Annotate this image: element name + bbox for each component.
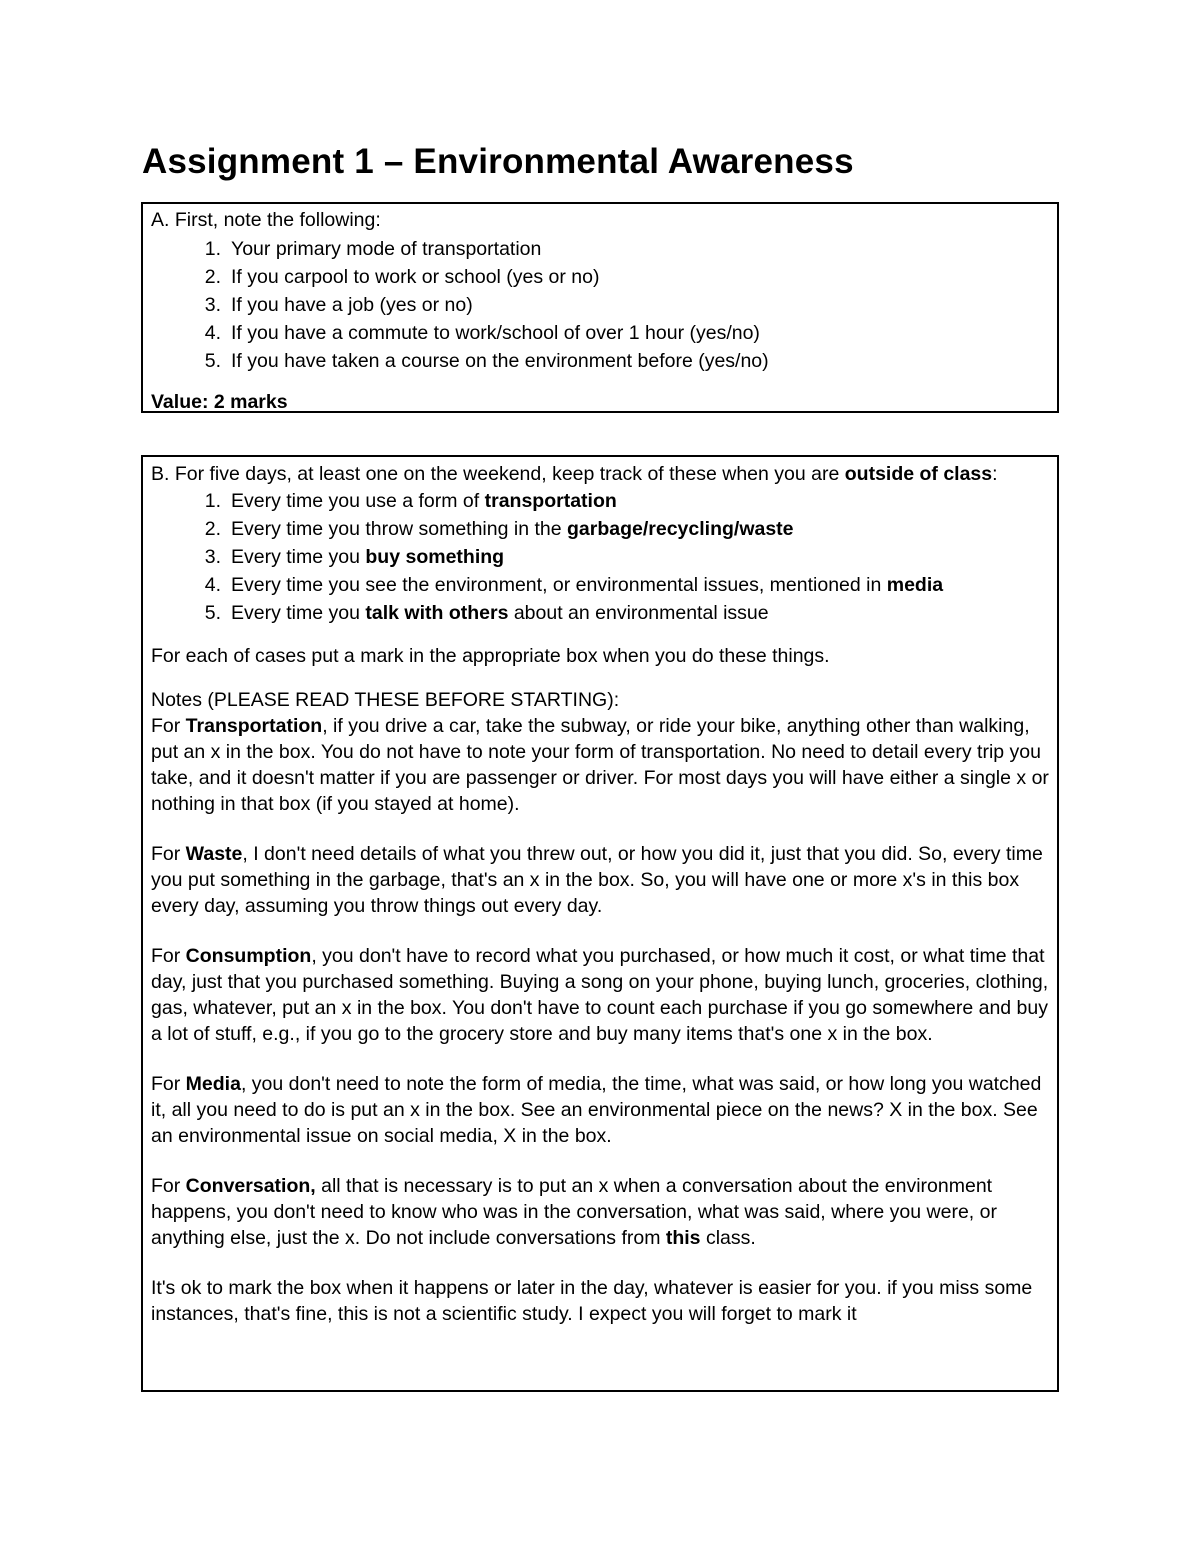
section-b-intro: B. For five days, at least one on the weekend, keep track of these when you are outside of class:	[151, 463, 998, 485]
note-waste: For Waste, I don't need details of what you threw out, or how you did it, just that you did. So, every time you put something in the garbage, that's an x in the box. So, you will have one or more x's in this box every day, assuming you throw things out every day.	[151, 843, 1043, 917]
list-item: 2. If you carpool to work or school (yes or no)	[204, 265, 600, 288]
note-media: For Media, you don't need to note the form of media, the time, what was said, or how long you watched it, all you need to do is put an x in the box. See an environmental piece on the news? X in the box. See an environmental issue on social media, X in the box.	[151, 1073, 1042, 1147]
list-item: 1. Every time you use a form of transportation	[204, 490, 617, 512]
section-b-box	[141, 455, 1059, 1392]
closing-paragraph: It's ok to mark the box when it happens or later in the day, whatever is easier for you. if you miss some instances, that's fine, this is not a scientific study. I expect you will forget to mark it	[151, 1277, 1033, 1325]
section-a-intro: A. First, note the following:	[151, 209, 381, 231]
list-item: 3. Every time you buy something	[204, 546, 505, 568]
list-item: 4. If you have a commute to work/school of over 1 hour (yes/no)	[204, 321, 760, 344]
section-b-list	[151, 487, 1049, 627]
list-item: 1. Your primary mode of transportation	[204, 237, 542, 260]
note-transportation: For Transportation, if you drive a car, take the subway, or ride your bike, anything other than walking, put an x in the box. You do not have to note your form of transportation. No need to detail every trip you take, and it doesn't matter if you are passenger or driver. For most days you will have either a single x or nothing in that box (if you stayed at home).	[151, 715, 1049, 815]
list-item: 5. Every time you talk with others about an environmental issue	[204, 602, 769, 624]
section-a-list	[151, 235, 1049, 375]
list-item: 5. If you have taken a course on the environment before (yes/no)	[204, 349, 769, 372]
section-a-value: Value: 2 marks	[151, 390, 288, 413]
section-b-instruction: For each of cases put a mark in the appropriate box when you do these things.	[151, 645, 830, 667]
list-item: 3. If you have a job (yes or no)	[204, 293, 473, 316]
note-conversation: For Conversation, all that is necessary is to put an x when a conversation about the environment happens, you don't need to know who was in the conversation, what was said, where you were, or anything else, just the x. Do not include conversations from this class.	[151, 1175, 997, 1249]
notes-heading: Notes (PLEASE READ THESE BEFORE STARTING):	[151, 689, 620, 711]
section-a-box	[141, 202, 1059, 413]
page-title: Assignment 1 – Environmental Awareness	[142, 142, 854, 181]
list-item: 4. Every time you see the environment, or environmental issues, mentioned in media	[204, 574, 944, 596]
list-item: 2. Every time you throw something in the garbage/recycling/waste	[204, 518, 794, 540]
note-consumption: For Consumption, you don't have to record what you purchased, or how much it cost, or what time that day, just that you purchased something. Buying a song on your phone, buying lunch, groceries, clothing, gas, whatever, put an x in the box. You don't have to count each purchase if you go somewhere and buy a lot of stuff, e.g., if you go to the grocery store and buy many items that's one x in the box.	[151, 945, 1049, 1045]
